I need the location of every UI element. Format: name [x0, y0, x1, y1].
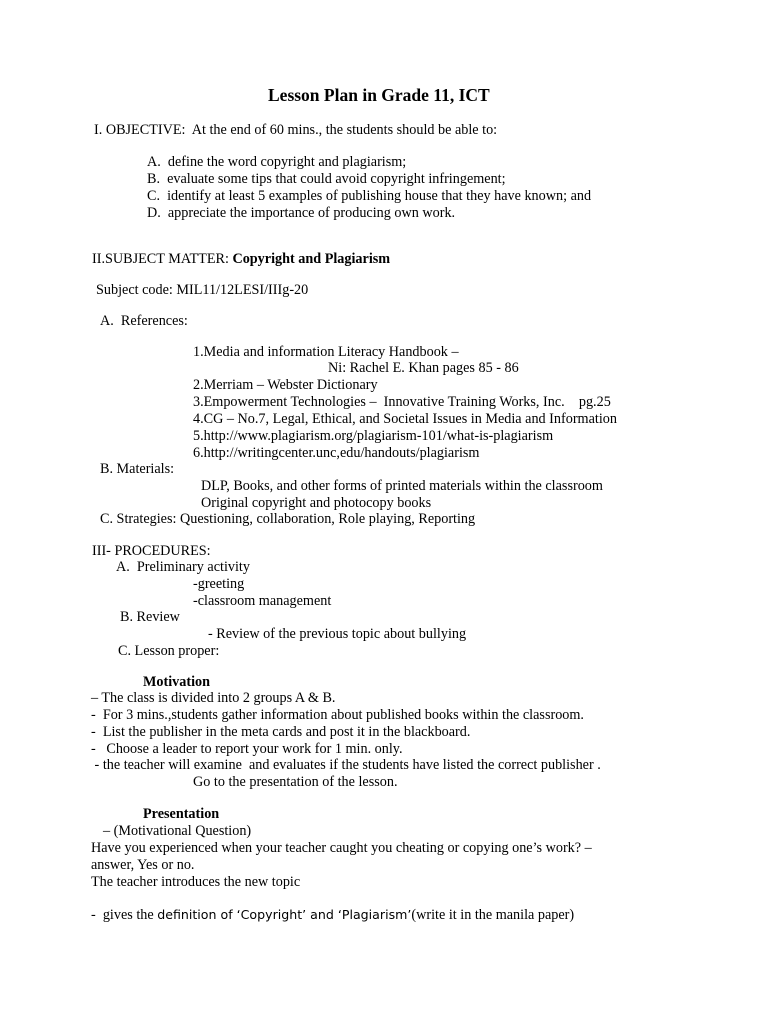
definition-text: definition of ‘Copyright’ and ‘Plagiarism’	[157, 907, 412, 922]
presentation-heading: Presentation	[143, 806, 220, 822]
reference-item: Ni: Rachel E. Khan pages 85 - 86	[328, 360, 519, 376]
presentation-line: The teacher introduces the new topic	[91, 874, 301, 890]
references-label: A. References:	[100, 313, 188, 329]
motivation-line: - the teacher will examine and evaluates if the students have listed the correct publisher .	[91, 757, 601, 773]
objective-item: A. define the word copyright and plagiarism;	[147, 154, 407, 170]
procedures-heading: III- PROCEDURES:	[92, 543, 211, 559]
materials-item: Original copyright and photocopy books	[201, 495, 432, 511]
motivation-line: Go to the presentation of the lesson.	[193, 774, 398, 790]
motivation-line: - List the publisher in the meta cards and post it in the blackboard.	[91, 724, 471, 740]
subject-matter-value: Copyright and Plagiarism	[232, 251, 391, 267]
presentation-line: answer, Yes or no.	[91, 857, 195, 873]
subject-matter-heading	[92, 251, 390, 268]
motivation-line: - Choose a leader to report your work for 1 min. only.	[91, 741, 403, 757]
reference-item: 4.CG – No.7, Legal, Ethical, and Societal Issues in Media and Information	[193, 411, 617, 427]
strategies-line: C. Strategies: Questioning, collaboration, Role playing, Reporting	[100, 511, 476, 527]
materials-item: DLP, Books, and other forms of printed materials within the classroom	[201, 478, 603, 494]
reference-item: 1.Media and information Literacy Handbook –	[193, 344, 459, 360]
objective-item: B. evaluate some tips that could avoid copyright infringement;	[147, 171, 506, 187]
preliminary-activity: A. Preliminary activity	[116, 559, 250, 575]
definition-prefix: - gives the	[91, 907, 158, 923]
objective-item: C. identify at least 5 examples of publishing house that they have known; and	[147, 188, 592, 204]
greeting-item: -greeting	[193, 576, 245, 592]
review-label: B. Review	[120, 609, 180, 625]
objective-heading: I. OBJECTIVE: At the end of 60 mins., the students should be able to:	[94, 122, 498, 138]
motivation-heading: Motivation	[143, 674, 210, 690]
classroom-management-item: -classroom management	[193, 593, 332, 609]
presentation-line: Have you experienced when your teacher caught you cheating or copying one’s work? –	[91, 840, 592, 856]
reference-item: 6.http://writingcenter.unc,edu/handouts/plagiarism	[193, 445, 480, 461]
materials-label: B. Materials:	[100, 461, 175, 477]
page-title: Lesson Plan in Grade 11, ICT	[268, 85, 490, 105]
definition-suffix: (write it in the manila paper)	[411, 907, 575, 923]
presentation-line: – (Motivational Question)	[103, 823, 252, 839]
definition-line	[91, 906, 574, 924]
reference-item: 2.Merriam – Webster Dictionary	[193, 377, 378, 393]
reference-item: 3.Empowerment Technologies – Innovative Training Works, Inc. pg.25	[193, 394, 611, 410]
lesson-proper-label: C. Lesson proper:	[118, 643, 220, 659]
motivation-line: - For 3 mins.,students gather information about published books within the classroom.	[91, 707, 584, 723]
subject-matter-label: II.SUBJECT MATTER:	[92, 251, 233, 267]
motivation-line: – The class is divided into 2 groups A & B.	[91, 690, 336, 706]
subject-code: Subject code: MIL11/12LESI/IIIg-20	[96, 282, 309, 298]
review-text: - Review of the previous topic about bullying	[208, 626, 467, 642]
objective-item: D. appreciate the importance of producing own work.	[147, 205, 456, 221]
reference-item: 5.http://www.plagiarism.org/plagiarism-101/what-is-plagiarism	[193, 428, 554, 444]
